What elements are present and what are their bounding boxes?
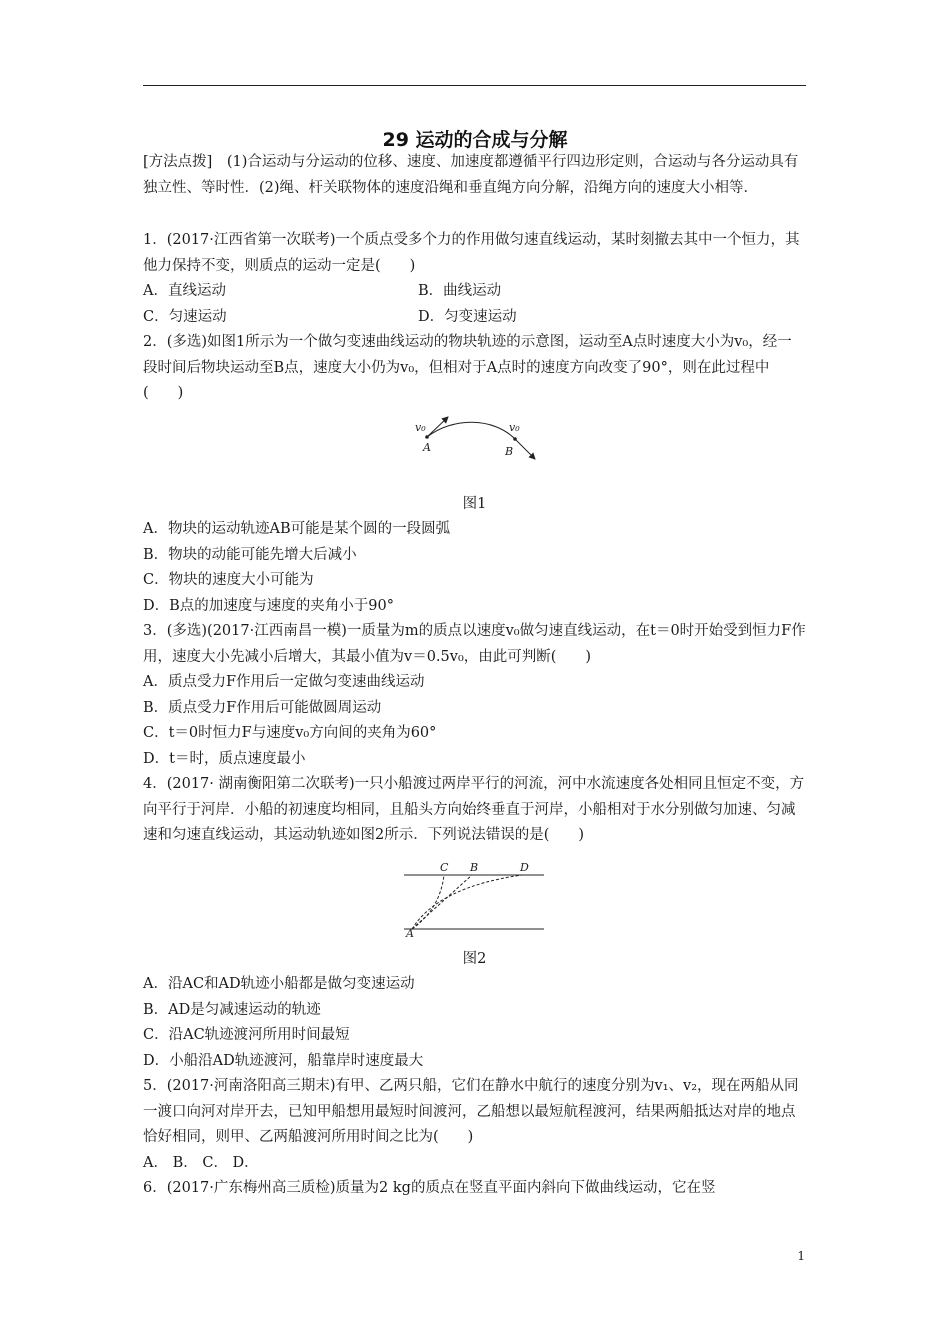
point-a — [425, 435, 429, 439]
q3-option-d: D．t＝时，质点速度最小 — [143, 750, 306, 767]
path-ab — [412, 875, 472, 929]
page-number: 1 — [797, 1249, 805, 1263]
path-ac — [412, 875, 444, 929]
label-b: B — [470, 860, 479, 874]
figure-2 — [143, 849, 806, 947]
q2-option-d: D．B点的加速度与速度的夹角小于90° — [143, 597, 394, 614]
q2-option-a: A．物块的运动轨迹AB可能是某个圆的一段圆弧 — [143, 521, 451, 537]
label-a: A — [406, 926, 414, 937]
q4-option-c: C．沿AC轨迹渡河所用时间最短 — [143, 1027, 350, 1043]
q1-stem: 1．(2017·江西省第一次联考)一个质点受多个力的作用做匀速直线运动，某时刻撤去其中一个恒力，其他力保持不变，则质点的运动一定是( ) — [143, 232, 800, 274]
label-b: B — [505, 444, 514, 458]
figure-2-caption: 图2 — [462, 950, 487, 967]
method-tips: [方法点拨] (1)合运动与分运动的位移、速度、加速度都遵循平行四边形定则，合运动与各分运动具有独立性、等时性．(2)绳、杆关联物体的速度沿绳和垂直绳方向分解，沿绳方向的速度大小相等． — [143, 154, 799, 196]
document-body — [143, 150, 806, 1202]
q3-option-c: C．t＝0时恒力F与速度v₀方向间的夹角为60° — [143, 725, 437, 741]
label-v0-a: v₀ — [415, 420, 426, 434]
q3-option-a: A．质点受力F作用后一定做匀变速曲线运动 — [143, 674, 425, 690]
figure-1-diagram — [413, 411, 543, 467]
q2-option-b: B．物块的动能可能先增大后减小 — [143, 546, 357, 563]
label-v0-b: v₀ — [509, 420, 520, 434]
q2-option-c: C．物块的速度大小可能为 — [143, 572, 314, 588]
q5-stem: 5．(2017·河南洛阳高三期末)有甲、乙两只船，它们在静水中航行的速度分别为v₁、v₂，现在两船从同一渡口向河对岸开去，已知甲船想用最短时间渡河，乙船想以最短航程渡河，结果两船抵达对岸的地点恰好相同，则甲、乙两船渡河所用时间之比为( ) — [143, 1078, 799, 1145]
q5-options: A． B． C． D． — [143, 1154, 259, 1171]
figure-1-caption: 图1 — [462, 495, 487, 512]
path-ad — [412, 875, 522, 929]
q6-stem: 6．(2017·广东梅州高三质检)质量为2 kg的质点在竖直平面内斜向下做曲线运动，它在竖 — [143, 1180, 716, 1196]
page-title: 29 运动的合成与分解 — [382, 129, 568, 151]
q3-stem: 3．(多选)(2017·江西南昌一模)一质量为m的质点以速度v₀做匀速直线运动，在t＝0时开始受到恒力F作用，速度大小先减小后增大，其最小值为v＝0.5v₀，由此可判断( ) — [143, 623, 806, 665]
q2-stem: 2．(多选)如图1所示为一个做匀变速曲线运动的物块轨迹的示意图，运动至A点时速度大小为v₀，经一段时间后物块运动至B点，速度大小仍为v₀，但相对于A点时的速度方向改变了90°，则在此过程中( ) — [143, 334, 792, 401]
q1-option-c: C．匀速运动 — [143, 308, 227, 325]
figure-1 — [143, 407, 806, 492]
figure-2-diagram — [398, 857, 548, 937]
q1-options-row1 — [143, 279, 806, 305]
q4-stem: 4．(2017· 湖南衡阳第二次联考)一只小船渡过两岸平行的河流，河中水流速度各处相同且恒定不变，方向平行于河岸．小船的初速度均相同，且船头方向始终垂直于河岸，小船相对于水分别做匀加速、匀减速和匀速直线运动，其运动轨迹如图2所示．下列说法错误的是( ) — [143, 776, 805, 843]
label-d: D — [520, 860, 529, 874]
q4-option-a: A．沿AC和AD轨迹小船都是做匀变速运动 — [143, 976, 415, 992]
q1-options-row2 — [143, 305, 806, 331]
header-rule — [143, 85, 806, 86]
q1-option-d: D．匀变速运动 — [418, 308, 517, 325]
label-a: A — [423, 440, 431, 454]
label-c: C — [440, 860, 449, 874]
q1-option-a: A．直线运动 — [143, 283, 226, 299]
q1-option-b: B．曲线运动 — [418, 283, 502, 299]
point-b — [513, 437, 517, 441]
velocity-arrow-b — [515, 439, 535, 459]
q3-option-b: B．质点受力F作用后可能做圆周运动 — [143, 699, 382, 716]
q4-option-d: D．小船沿AD轨迹渡河，船靠岸时速度最大 — [143, 1052, 424, 1069]
q4-option-b: B．AD是匀减速运动的轨迹 — [143, 1001, 321, 1018]
